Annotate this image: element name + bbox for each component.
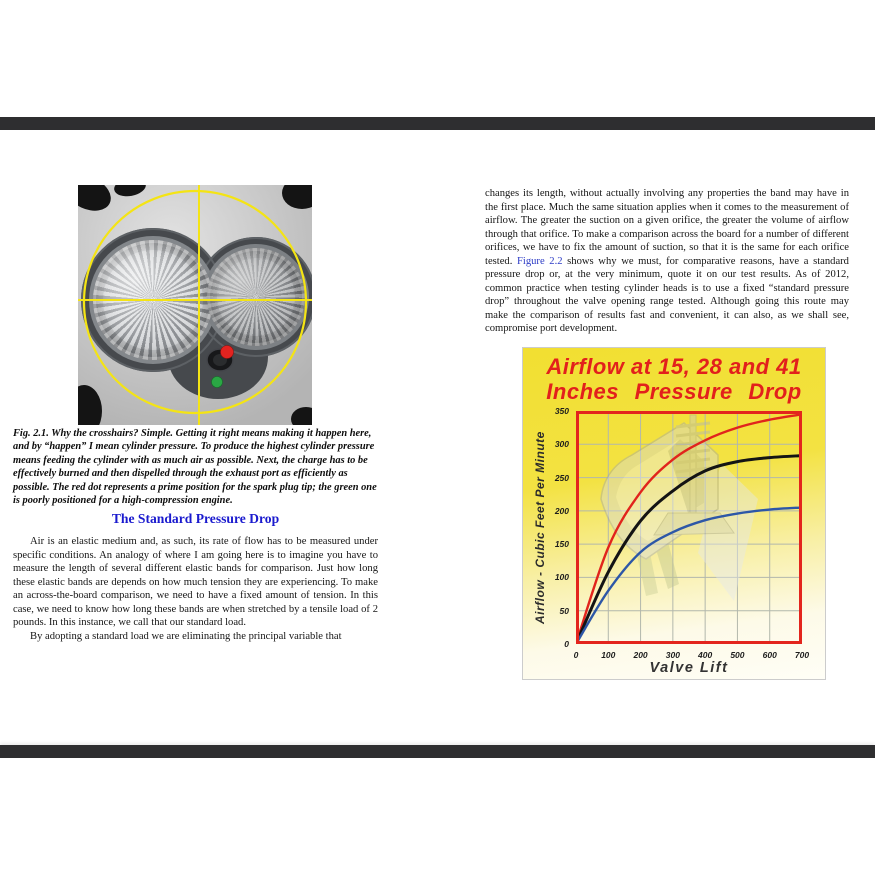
y-tick-label: 100 <box>554 572 569 583</box>
body-paragraph-3 <box>485 187 849 336</box>
red-dot <box>221 346 234 359</box>
y-tick-label: 50 <box>559 605 569 616</box>
port-cutaway-ghost-art <box>601 415 758 601</box>
airflow-chart <box>522 347 826 680</box>
y-axis-ticks <box>523 406 572 649</box>
figure-2-2-link[interactable]: Figure 2.2 <box>517 255 563 267</box>
x-axis-label: Valve Lift <box>649 660 729 676</box>
y-tick-label: 350 <box>554 406 569 416</box>
plot-area <box>576 411 802 644</box>
x-tick-label: 500 <box>730 650 745 660</box>
y-tick-label: 300 <box>554 439 569 450</box>
x-tick-label: 100 <box>601 650 616 660</box>
x-tick-label: 0 <box>573 650 579 660</box>
body-paragraph-2: By adopting a standard load we are eliminating the principal variable that <box>30 630 342 642</box>
bottom-letterbox-bar <box>0 745 875 758</box>
y-tick-label: 200 <box>554 505 569 516</box>
body-paragraph-1: Air is an elastic medium and, as such, its rate of flow has to be measured under specific conditions. An analogy of where I am going here is to imagine you have to measure the length of several different elastic bands for comparison. Just how long these elastic bands are depends on how much tension they are experiencing. To make an across-the-board comparison, we need to have a fixed amount of tension. In this case, we need to know how long these bands are when stretched by a tensile load of 2 pounds. In this instance, we call that our standard load. <box>13 536 378 629</box>
x-axis-ticks <box>573 648 810 660</box>
x-tick-label: 400 <box>698 650 713 660</box>
top-letterbox-bar <box>0 117 875 130</box>
crosshair-overlay <box>78 185 312 425</box>
x-tick-label: 200 <box>633 650 648 660</box>
chart-title <box>523 354 825 404</box>
figure-caption: Fig. 2.1. Why the crosshairs? Simple. Getting it right means making it happen here, and by “happen” I mean cylinder pressure. To produce the highest cylinder pressure means feeding the cylinder with as much air as possible. Next, the charge has to be effectively burned and then dispelled through the exhaust port as efficiently as possible. The red dot represents a prime position for the spark plug tip; the green one is poorly positioned for a high-compression engine. <box>13 428 377 507</box>
left-page <box>13 130 378 643</box>
paragraph-text: shows why we must, for comparative reasons, have a standard pressure drop or, at the very minimum, quote it on our test results. As of 2012, common practice when testing cylinder heads is to use a fixed “standard pressure drop” throughout the valve opening range tested. Although going this route may make the comparison of results fast and convenient, it can also, as we shall see, compromise port development. <box>485 255 849 334</box>
section-heading: The Standard Pressure Drop <box>111 511 280 527</box>
y-tick-label: 250 <box>554 472 569 483</box>
y-axis-label: Airflow - Cubic Feet Per Minute <box>533 431 547 624</box>
x-tick-label: 600 <box>762 650 777 660</box>
figure-2-1-photo <box>78 185 312 425</box>
crosshair-circle <box>84 191 306 413</box>
chart-title-line1: Airflow at 15, 28 and 41 <box>546 354 802 379</box>
chart-title-line2: Inches Pressure Drop <box>546 379 802 404</box>
x-tick-label: 700 <box>794 650 810 660</box>
green-dot <box>212 377 223 388</box>
y-tick-label: 150 <box>554 539 569 550</box>
x-tick-label: 300 <box>665 650 680 660</box>
right-page <box>485 187 849 676</box>
y-tick-label: 0 <box>564 639 569 649</box>
paragraph-text: changes its length, without actually involving any properties the band may have in the first place. Much the same situation applies when it comes to the measurement of airflow. The greater the suction on a given orifice, the greater the volume of airflow through that orifice. To make a comparison across the board for a number of different orifices, we have to fix the amount of suction, so that it is the same for each orifice tested. <box>485 188 849 267</box>
